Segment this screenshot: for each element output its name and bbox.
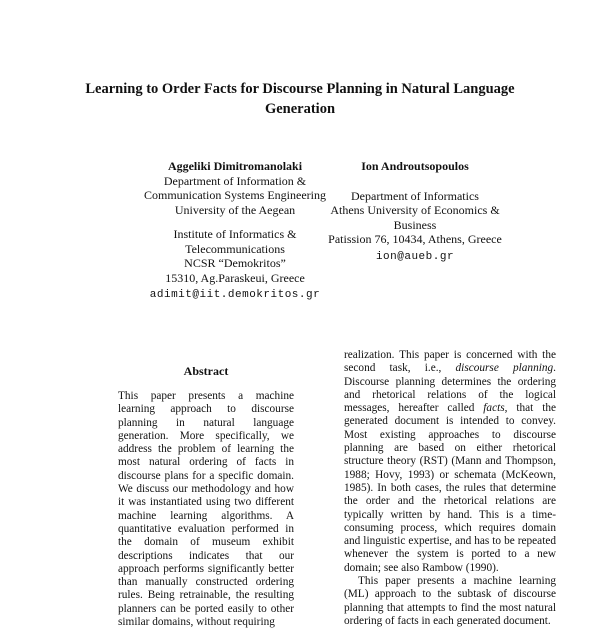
paper-title: Learning to Order Facts for Discourse Planning in Natural Language Generation	[85, 81, 515, 117]
author-block-2	[300, 159, 530, 264]
affiliation-line: Patission 76, 10434, Athens, Greece	[328, 232, 502, 246]
body-column-right	[344, 349, 557, 627]
body-text: , that the generated document is intended to convey. Most existing approaches to discourse planning are based on either rhetorical structure theory (RST) (Mann and Thompson, 1988; Hovy, 1993) or schemata (McKeown, 1985). In both cases, the rules that determine the order and the rhetorical relations are typically written by hand. This is a time-consuming process, which requires domain and linguistic expertise, and has to be repeated whenever the system is ported to a new domain; see also Rambow (1990).	[344, 402, 557, 574]
author-name: Ion Androutsopoulos	[361, 159, 469, 173]
abstract-heading: Abstract	[183, 364, 229, 378]
affiliation-line: Department of Information &	[163, 173, 307, 188]
body-paragraph: This paper presents a machine learning (ML) approach to the subtask of discourse planning that attempts to find the most natural ordering of facts in each generated document.	[344, 575, 556, 627]
affiliation-line: Telecommunications	[185, 241, 285, 256]
author-email: ion@aueb.gr	[375, 250, 455, 263]
abstract-text: This paper presents a machine learning approach to discourse planning in natural language generation. More specifically, we address the problem of learning the most natural ordering of facts in discourse plans for a specific domain. We discuss our methodology and how it was instantiated using two different machine learning algorithms. A quantitative evaluation performed in the domain of museum exhibit descriptions indicates that our approach performs significantly better than manually constructed ordering rules. Being retrainable, the resulting planners can be ported easily to other similar domains, without requiring	[118, 390, 294, 629]
affiliation-line: NCSR “Demokritos”	[184, 256, 286, 270]
affiliation-line: Communication Systems Engineering	[144, 188, 326, 202]
affiliation-line: Business	[393, 217, 437, 232]
body-text: realization. This paper is concerned with the second task, i.e.,	[344, 349, 556, 375]
affiliation-line: 15310, Ag.Paraskeui, Greece	[165, 270, 305, 285]
emphasis: facts	[483, 402, 505, 415]
abstract-body	[118, 390, 294, 629]
body-text: . Discourse planning determines the ordering and rhetorical relations of the logical messages, hereafter called	[344, 362, 556, 415]
affiliation-line: University of the Aegean	[174, 202, 296, 217]
emphasis: discourse planning	[455, 362, 554, 375]
affiliation-line: Department of Informatics	[351, 188, 479, 203]
author-email: adimit@iit.demokritos.gr	[149, 289, 321, 301]
author-name: Aggeliki Dimitromanolaki	[167, 159, 303, 173]
affiliation-line: Athens University of Economics &	[330, 203, 500, 217]
affiliation-line: Institute of Informatics &	[173, 227, 297, 241]
body-paragraph	[344, 349, 556, 575]
